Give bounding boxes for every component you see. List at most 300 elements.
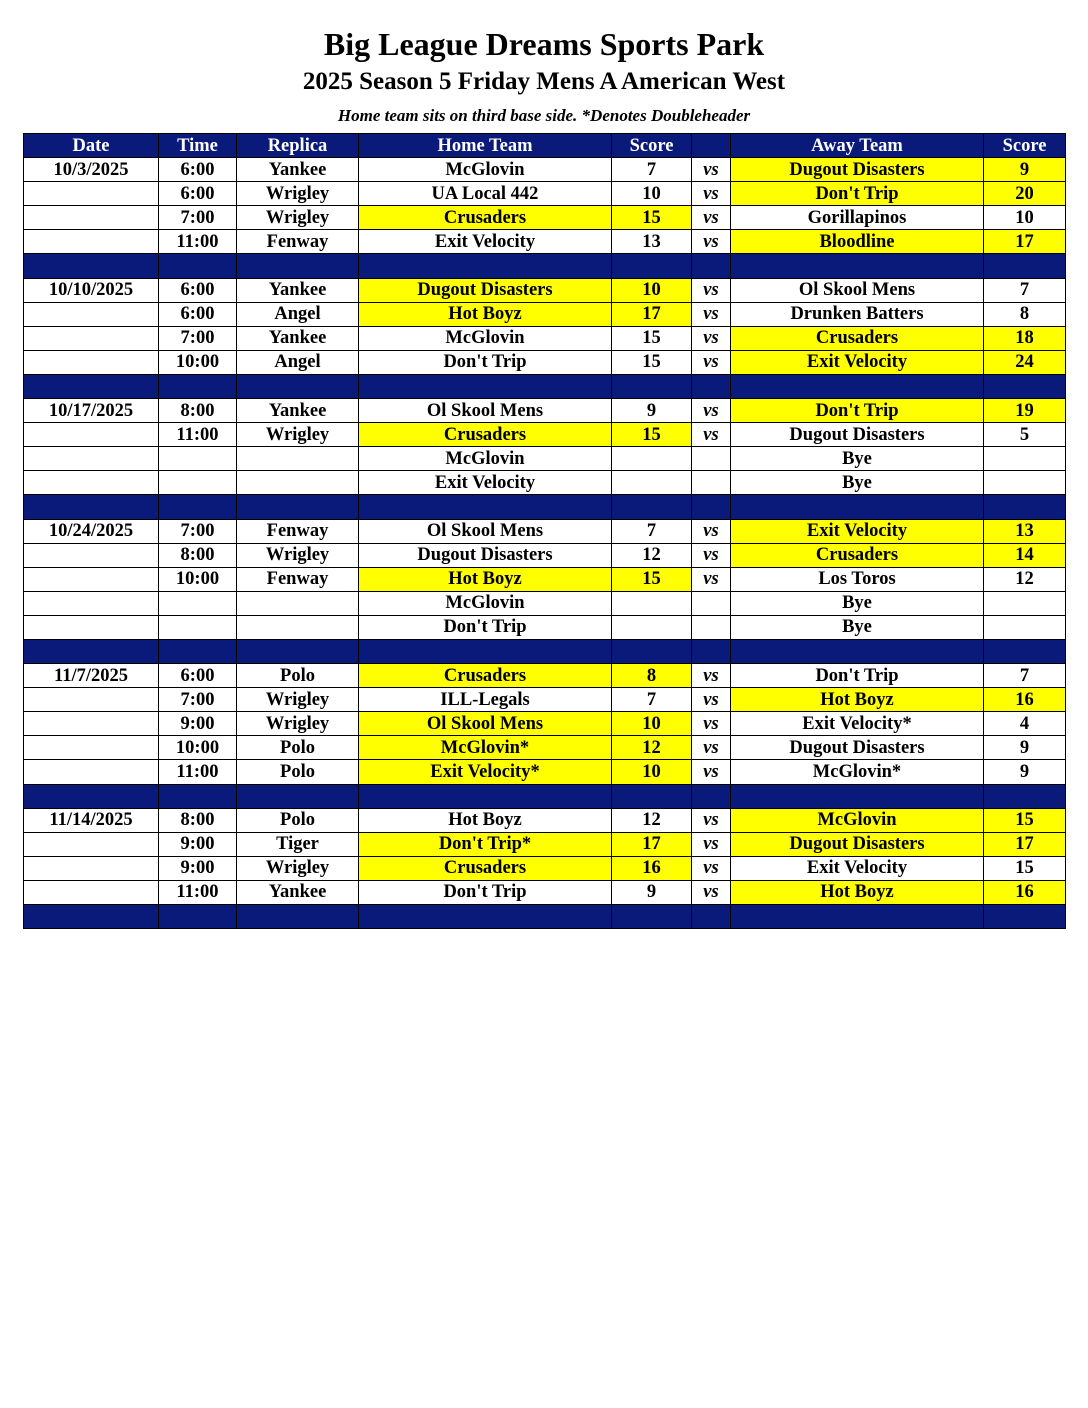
separator-cell: [984, 784, 1066, 808]
cell-date: 10/3/2025: [24, 158, 159, 182]
cell-away-team: Exit Velocity: [731, 856, 984, 880]
cell-home-team: Ol Skool Mens: [359, 712, 612, 736]
cell-away-team: Exit Velocity*: [731, 712, 984, 736]
cell-away-score: [984, 471, 1066, 495]
cell-vs: vs: [692, 326, 731, 350]
cell-replica: Yankee: [237, 278, 359, 302]
cell-date: [24, 856, 159, 880]
cell-date: [24, 880, 159, 904]
separator-cell: [612, 905, 692, 929]
cell-away-score: 17: [984, 832, 1066, 856]
cell-replica: Yankee: [237, 880, 359, 904]
cell-vs: vs: [692, 808, 731, 832]
cell-away-team: Bloodline: [731, 230, 984, 254]
cell-home-team: Crusaders: [359, 856, 612, 880]
cell-away-team: Bye: [731, 591, 984, 615]
header-away-team: Away Team: [731, 134, 984, 158]
page-title: Big League Dreams Sports Park: [323, 26, 765, 62]
separator-cell: [237, 495, 359, 519]
table-row: [24, 423, 1066, 447]
table-row: [24, 326, 1066, 350]
cell-time: 6:00: [159, 278, 237, 302]
separator-cell: [24, 374, 159, 398]
table-row: [24, 230, 1066, 254]
header-home-team: Home Team: [359, 134, 612, 158]
cell-time: 7:00: [159, 519, 237, 543]
separator-cell: [24, 639, 159, 663]
table-row: [24, 736, 1066, 760]
cell-home-score: 7: [612, 158, 692, 182]
cell-time: 7:00: [159, 688, 237, 712]
cell-home-score: 15: [612, 326, 692, 350]
cell-away-team: Don't Trip: [731, 664, 984, 688]
cell-vs: vs: [692, 158, 731, 182]
cell-away-team: Dugout Disasters: [731, 832, 984, 856]
cell-away-team: Hot Boyz: [731, 688, 984, 712]
separator-cell: [731, 905, 984, 929]
cell-replica: Angel: [237, 350, 359, 374]
cell-away-score: [984, 615, 1066, 639]
cell-home-team: Don't Trip: [359, 350, 612, 374]
cell-replica: Yankee: [237, 158, 359, 182]
table-row: [24, 880, 1066, 904]
cell-replica: [237, 447, 359, 471]
cell-time: 9:00: [159, 832, 237, 856]
separator-cell: [984, 905, 1066, 929]
cell-home-score: 15: [612, 423, 692, 447]
cell-away-team: Bye: [731, 471, 984, 495]
cell-vs: vs: [692, 182, 731, 206]
cell-replica: Polo: [237, 664, 359, 688]
table-row: [24, 808, 1066, 832]
page-subtitle: 2025 Season 5 Friday Mens A American West: [302, 68, 786, 95]
cell-home-team: Hot Boyz: [359, 567, 612, 591]
cell-away-score: 20: [984, 182, 1066, 206]
separator-cell: [692, 784, 731, 808]
cell-home-score: 7: [612, 519, 692, 543]
header-home-score: Score: [612, 134, 692, 158]
cell-home-score: 15: [612, 206, 692, 230]
table-row: [24, 278, 1066, 302]
table-row: [24, 688, 1066, 712]
separator-cell: [237, 254, 359, 278]
separator-cell: [612, 784, 692, 808]
cell-time: [159, 447, 237, 471]
cell-away-score: 7: [984, 664, 1066, 688]
cell-vs: vs: [692, 736, 731, 760]
cell-time: 9:00: [159, 712, 237, 736]
cell-replica: Fenway: [237, 230, 359, 254]
separator-cell: [984, 254, 1066, 278]
cell-home-team: Hot Boyz: [359, 808, 612, 832]
cell-date: [24, 302, 159, 326]
cell-home-score: [612, 615, 692, 639]
separator-cell: [731, 784, 984, 808]
cell-vs: vs: [692, 880, 731, 904]
cell-replica: Polo: [237, 736, 359, 760]
cell-replica: Fenway: [237, 567, 359, 591]
cell-home-team: Ol Skool Mens: [359, 519, 612, 543]
cell-date: [24, 447, 159, 471]
cell-home-team: Don't Trip: [359, 615, 612, 639]
header-date: Date: [24, 134, 159, 158]
separator-cell: [692, 639, 731, 663]
cell-away-team: Don't Trip: [731, 182, 984, 206]
separator-cell: [359, 254, 612, 278]
cell-date: [24, 591, 159, 615]
cell-time: 6:00: [159, 302, 237, 326]
cell-home-team: Exit Velocity*: [359, 760, 612, 784]
schedule-body: [24, 158, 1066, 929]
cell-away-score: 15: [984, 808, 1066, 832]
cell-home-score: 12: [612, 736, 692, 760]
cell-replica: Polo: [237, 760, 359, 784]
separator-cell: [731, 639, 984, 663]
separator-cell: [159, 374, 237, 398]
cell-time: 10:00: [159, 567, 237, 591]
separator-row: [24, 905, 1066, 929]
separator-row: [24, 784, 1066, 808]
cell-replica: Wrigley: [237, 423, 359, 447]
cell-vs: [692, 615, 731, 639]
cell-vs: vs: [692, 350, 731, 374]
cell-away-team: Crusaders: [731, 326, 984, 350]
cell-time: 8:00: [159, 808, 237, 832]
separator-cell: [359, 495, 612, 519]
cell-date: [24, 350, 159, 374]
separator-cell: [159, 639, 237, 663]
cell-home-team: McGlovin: [359, 447, 612, 471]
cell-home-score: 10: [612, 760, 692, 784]
cell-away-score: 9: [984, 736, 1066, 760]
cell-time: 6:00: [159, 158, 237, 182]
cell-away-team: Drunken Batters: [731, 302, 984, 326]
cell-replica: Angel: [237, 302, 359, 326]
table-row: [24, 591, 1066, 615]
table-row: [24, 447, 1066, 471]
cell-date: 10/17/2025: [24, 399, 159, 423]
table-row: [24, 158, 1066, 182]
cell-home-team: UA Local 442: [359, 182, 612, 206]
table-row: [24, 399, 1066, 423]
cell-time: 10:00: [159, 350, 237, 374]
cell-away-team: Crusaders: [731, 543, 984, 567]
separator-cell: [612, 374, 692, 398]
separator-cell: [24, 495, 159, 519]
header-row: [24, 134, 1066, 158]
cell-date: [24, 206, 159, 230]
cell-home-score: 7: [612, 688, 692, 712]
cell-vs: vs: [692, 567, 731, 591]
cell-away-score: 9: [984, 760, 1066, 784]
page-note: Home team sits on third base side. *Denotes Doubleheader: [337, 106, 751, 125]
cell-vs: vs: [692, 856, 731, 880]
cell-replica: Wrigley: [237, 856, 359, 880]
cell-date: [24, 326, 159, 350]
cell-home-team: Ol Skool Mens: [359, 399, 612, 423]
cell-home-team: McGlovin*: [359, 736, 612, 760]
cell-vs: vs: [692, 712, 731, 736]
separator-cell: [359, 374, 612, 398]
cell-away-score: [984, 447, 1066, 471]
cell-date: [24, 567, 159, 591]
cell-home-team: ILL-Legals: [359, 688, 612, 712]
cell-replica: Fenway: [237, 519, 359, 543]
cell-date: 10/24/2025: [24, 519, 159, 543]
separator-row: [24, 639, 1066, 663]
separator-cell: [237, 905, 359, 929]
cell-home-score: 10: [612, 182, 692, 206]
cell-home-score: 9: [612, 880, 692, 904]
separator-cell: [612, 639, 692, 663]
cell-vs: vs: [692, 206, 731, 230]
cell-away-score: 16: [984, 880, 1066, 904]
cell-vs: [692, 447, 731, 471]
cell-away-score: 10: [984, 206, 1066, 230]
cell-home-team: Exit Velocity: [359, 230, 612, 254]
cell-time: 8:00: [159, 543, 237, 567]
cell-home-score: 16: [612, 856, 692, 880]
header-replica: Replica: [237, 134, 359, 158]
cell-home-team: Dugout Disasters: [359, 278, 612, 302]
cell-home-team: Exit Velocity: [359, 471, 612, 495]
cell-away-score: 16: [984, 688, 1066, 712]
cell-home-score: 15: [612, 567, 692, 591]
table-row: [24, 615, 1066, 639]
cell-vs: [692, 591, 731, 615]
table-row: [24, 302, 1066, 326]
cell-time: 11:00: [159, 880, 237, 904]
separator-cell: [237, 639, 359, 663]
cell-vs: vs: [692, 543, 731, 567]
cell-vs: vs: [692, 664, 731, 688]
separator-cell: [692, 254, 731, 278]
separator-cell: [159, 254, 237, 278]
cell-date: 11/7/2025: [24, 664, 159, 688]
cell-home-score: 13: [612, 230, 692, 254]
cell-away-score: 9: [984, 158, 1066, 182]
table-row: [24, 664, 1066, 688]
schedule-table: [23, 133, 1066, 929]
cell-away-score: 8: [984, 302, 1066, 326]
cell-time: 7:00: [159, 326, 237, 350]
cell-replica: Wrigley: [237, 206, 359, 230]
cell-home-score: [612, 447, 692, 471]
cell-time: 6:00: [159, 182, 237, 206]
cell-time: 11:00: [159, 760, 237, 784]
cell-home-score: 12: [612, 543, 692, 567]
separator-cell: [692, 495, 731, 519]
cell-home-team: Dugout Disasters: [359, 543, 612, 567]
separator-cell: [692, 905, 731, 929]
cell-replica: [237, 471, 359, 495]
cell-time: 6:00: [159, 664, 237, 688]
cell-replica: Yankee: [237, 399, 359, 423]
cell-vs: vs: [692, 519, 731, 543]
cell-away-score: 24: [984, 350, 1066, 374]
table-row: [24, 350, 1066, 374]
table-row: [24, 760, 1066, 784]
cell-home-score: [612, 471, 692, 495]
cell-date: [24, 832, 159, 856]
separator-cell: [692, 374, 731, 398]
cell-away-team: Dugout Disasters: [731, 423, 984, 447]
cell-away-team: Exit Velocity: [731, 350, 984, 374]
cell-away-team: McGlovin*: [731, 760, 984, 784]
cell-replica: Polo: [237, 808, 359, 832]
cell-date: [24, 760, 159, 784]
cell-home-score: 10: [612, 712, 692, 736]
cell-home-team: Crusaders: [359, 423, 612, 447]
cell-away-score: 7: [984, 278, 1066, 302]
separator-row: [24, 254, 1066, 278]
cell-away-score: 14: [984, 543, 1066, 567]
cell-vs: vs: [692, 278, 731, 302]
cell-away-score: 17: [984, 230, 1066, 254]
cell-away-score: 15: [984, 856, 1066, 880]
cell-date: [24, 615, 159, 639]
table-row: [24, 567, 1066, 591]
cell-vs: vs: [692, 423, 731, 447]
table-row: [24, 832, 1066, 856]
separator-cell: [984, 495, 1066, 519]
cell-vs: vs: [692, 688, 731, 712]
cell-replica: [237, 615, 359, 639]
cell-date: [24, 543, 159, 567]
table-row: [24, 182, 1066, 206]
cell-date: [24, 471, 159, 495]
separator-cell: [984, 639, 1066, 663]
header-vs: [692, 134, 731, 158]
cell-vs: vs: [692, 832, 731, 856]
cell-replica: Wrigley: [237, 543, 359, 567]
separator-cell: [359, 639, 612, 663]
separator-cell: [984, 374, 1066, 398]
cell-away-team: Hot Boyz: [731, 880, 984, 904]
cell-time: 8:00: [159, 399, 237, 423]
cell-replica: Yankee: [237, 326, 359, 350]
cell-home-score: 17: [612, 302, 692, 326]
cell-home-score: 10: [612, 278, 692, 302]
cell-home-team: McGlovin: [359, 158, 612, 182]
cell-date: [24, 230, 159, 254]
table-row: [24, 712, 1066, 736]
cell-home-team: Hot Boyz: [359, 302, 612, 326]
cell-date: 10/10/2025: [24, 278, 159, 302]
cell-time: [159, 591, 237, 615]
cell-replica: [237, 591, 359, 615]
cell-time: 11:00: [159, 230, 237, 254]
cell-away-team: Dugout Disasters: [731, 158, 984, 182]
cell-away-score: [984, 591, 1066, 615]
separator-cell: [731, 374, 984, 398]
cell-time: [159, 471, 237, 495]
cell-home-score: 17: [612, 832, 692, 856]
cell-away-team: Los Toros: [731, 567, 984, 591]
cell-date: [24, 736, 159, 760]
cell-away-team: Bye: [731, 615, 984, 639]
cell-away-team: Bye: [731, 447, 984, 471]
cell-replica: Wrigley: [237, 712, 359, 736]
separator-cell: [237, 784, 359, 808]
cell-date: [24, 423, 159, 447]
cell-away-team: Dugout Disasters: [731, 736, 984, 760]
cell-home-score: 12: [612, 808, 692, 832]
separator-cell: [612, 495, 692, 519]
cell-away-team: Exit Velocity: [731, 519, 984, 543]
separator-cell: [159, 495, 237, 519]
cell-away-score: 19: [984, 399, 1066, 423]
cell-home-team: Crusaders: [359, 664, 612, 688]
separator-cell: [24, 905, 159, 929]
cell-replica: Wrigley: [237, 182, 359, 206]
separator-row: [24, 374, 1066, 398]
cell-home-team: McGlovin: [359, 326, 612, 350]
cell-away-score: 13: [984, 519, 1066, 543]
cell-date: [24, 182, 159, 206]
cell-time: 11:00: [159, 423, 237, 447]
separator-cell: [24, 784, 159, 808]
cell-home-score: [612, 591, 692, 615]
cell-date: [24, 712, 159, 736]
cell-home-score: 9: [612, 399, 692, 423]
header-time: Time: [159, 134, 237, 158]
header-away-score: Score: [984, 134, 1066, 158]
separator-row: [24, 495, 1066, 519]
separator-cell: [24, 254, 159, 278]
cell-date: [24, 688, 159, 712]
separator-cell: [359, 784, 612, 808]
table-row: [24, 856, 1066, 880]
cell-vs: vs: [692, 230, 731, 254]
cell-vs: [692, 471, 731, 495]
cell-home-team: Crusaders: [359, 206, 612, 230]
cell-date: 11/14/2025: [24, 808, 159, 832]
cell-time: 10:00: [159, 736, 237, 760]
cell-time: 7:00: [159, 206, 237, 230]
cell-home-score: 8: [612, 664, 692, 688]
table-row: [24, 543, 1066, 567]
cell-away-score: 4: [984, 712, 1066, 736]
cell-away-score: 5: [984, 423, 1066, 447]
separator-cell: [612, 254, 692, 278]
cell-home-team: Don't Trip: [359, 880, 612, 904]
separator-cell: [359, 905, 612, 929]
cell-replica: Wrigley: [237, 688, 359, 712]
separator-cell: [731, 495, 984, 519]
cell-away-score: 18: [984, 326, 1066, 350]
cell-away-team: McGlovin: [731, 808, 984, 832]
separator-cell: [159, 905, 237, 929]
cell-time: 9:00: [159, 856, 237, 880]
cell-home-team: Don't Trip*: [359, 832, 612, 856]
separator-cell: [159, 784, 237, 808]
cell-away-team: Gorillapinos: [731, 206, 984, 230]
table-row: [24, 206, 1066, 230]
cell-vs: vs: [692, 302, 731, 326]
separator-cell: [237, 374, 359, 398]
cell-away-score: 12: [984, 567, 1066, 591]
table-row: [24, 471, 1066, 495]
cell-time: [159, 615, 237, 639]
separator-cell: [731, 254, 984, 278]
cell-home-team: McGlovin: [359, 591, 612, 615]
cell-home-score: 15: [612, 350, 692, 374]
cell-away-team: Ol Skool Mens: [731, 278, 984, 302]
cell-replica: Tiger: [237, 832, 359, 856]
table-row: [24, 519, 1066, 543]
cell-away-team: Don't Trip: [731, 399, 984, 423]
